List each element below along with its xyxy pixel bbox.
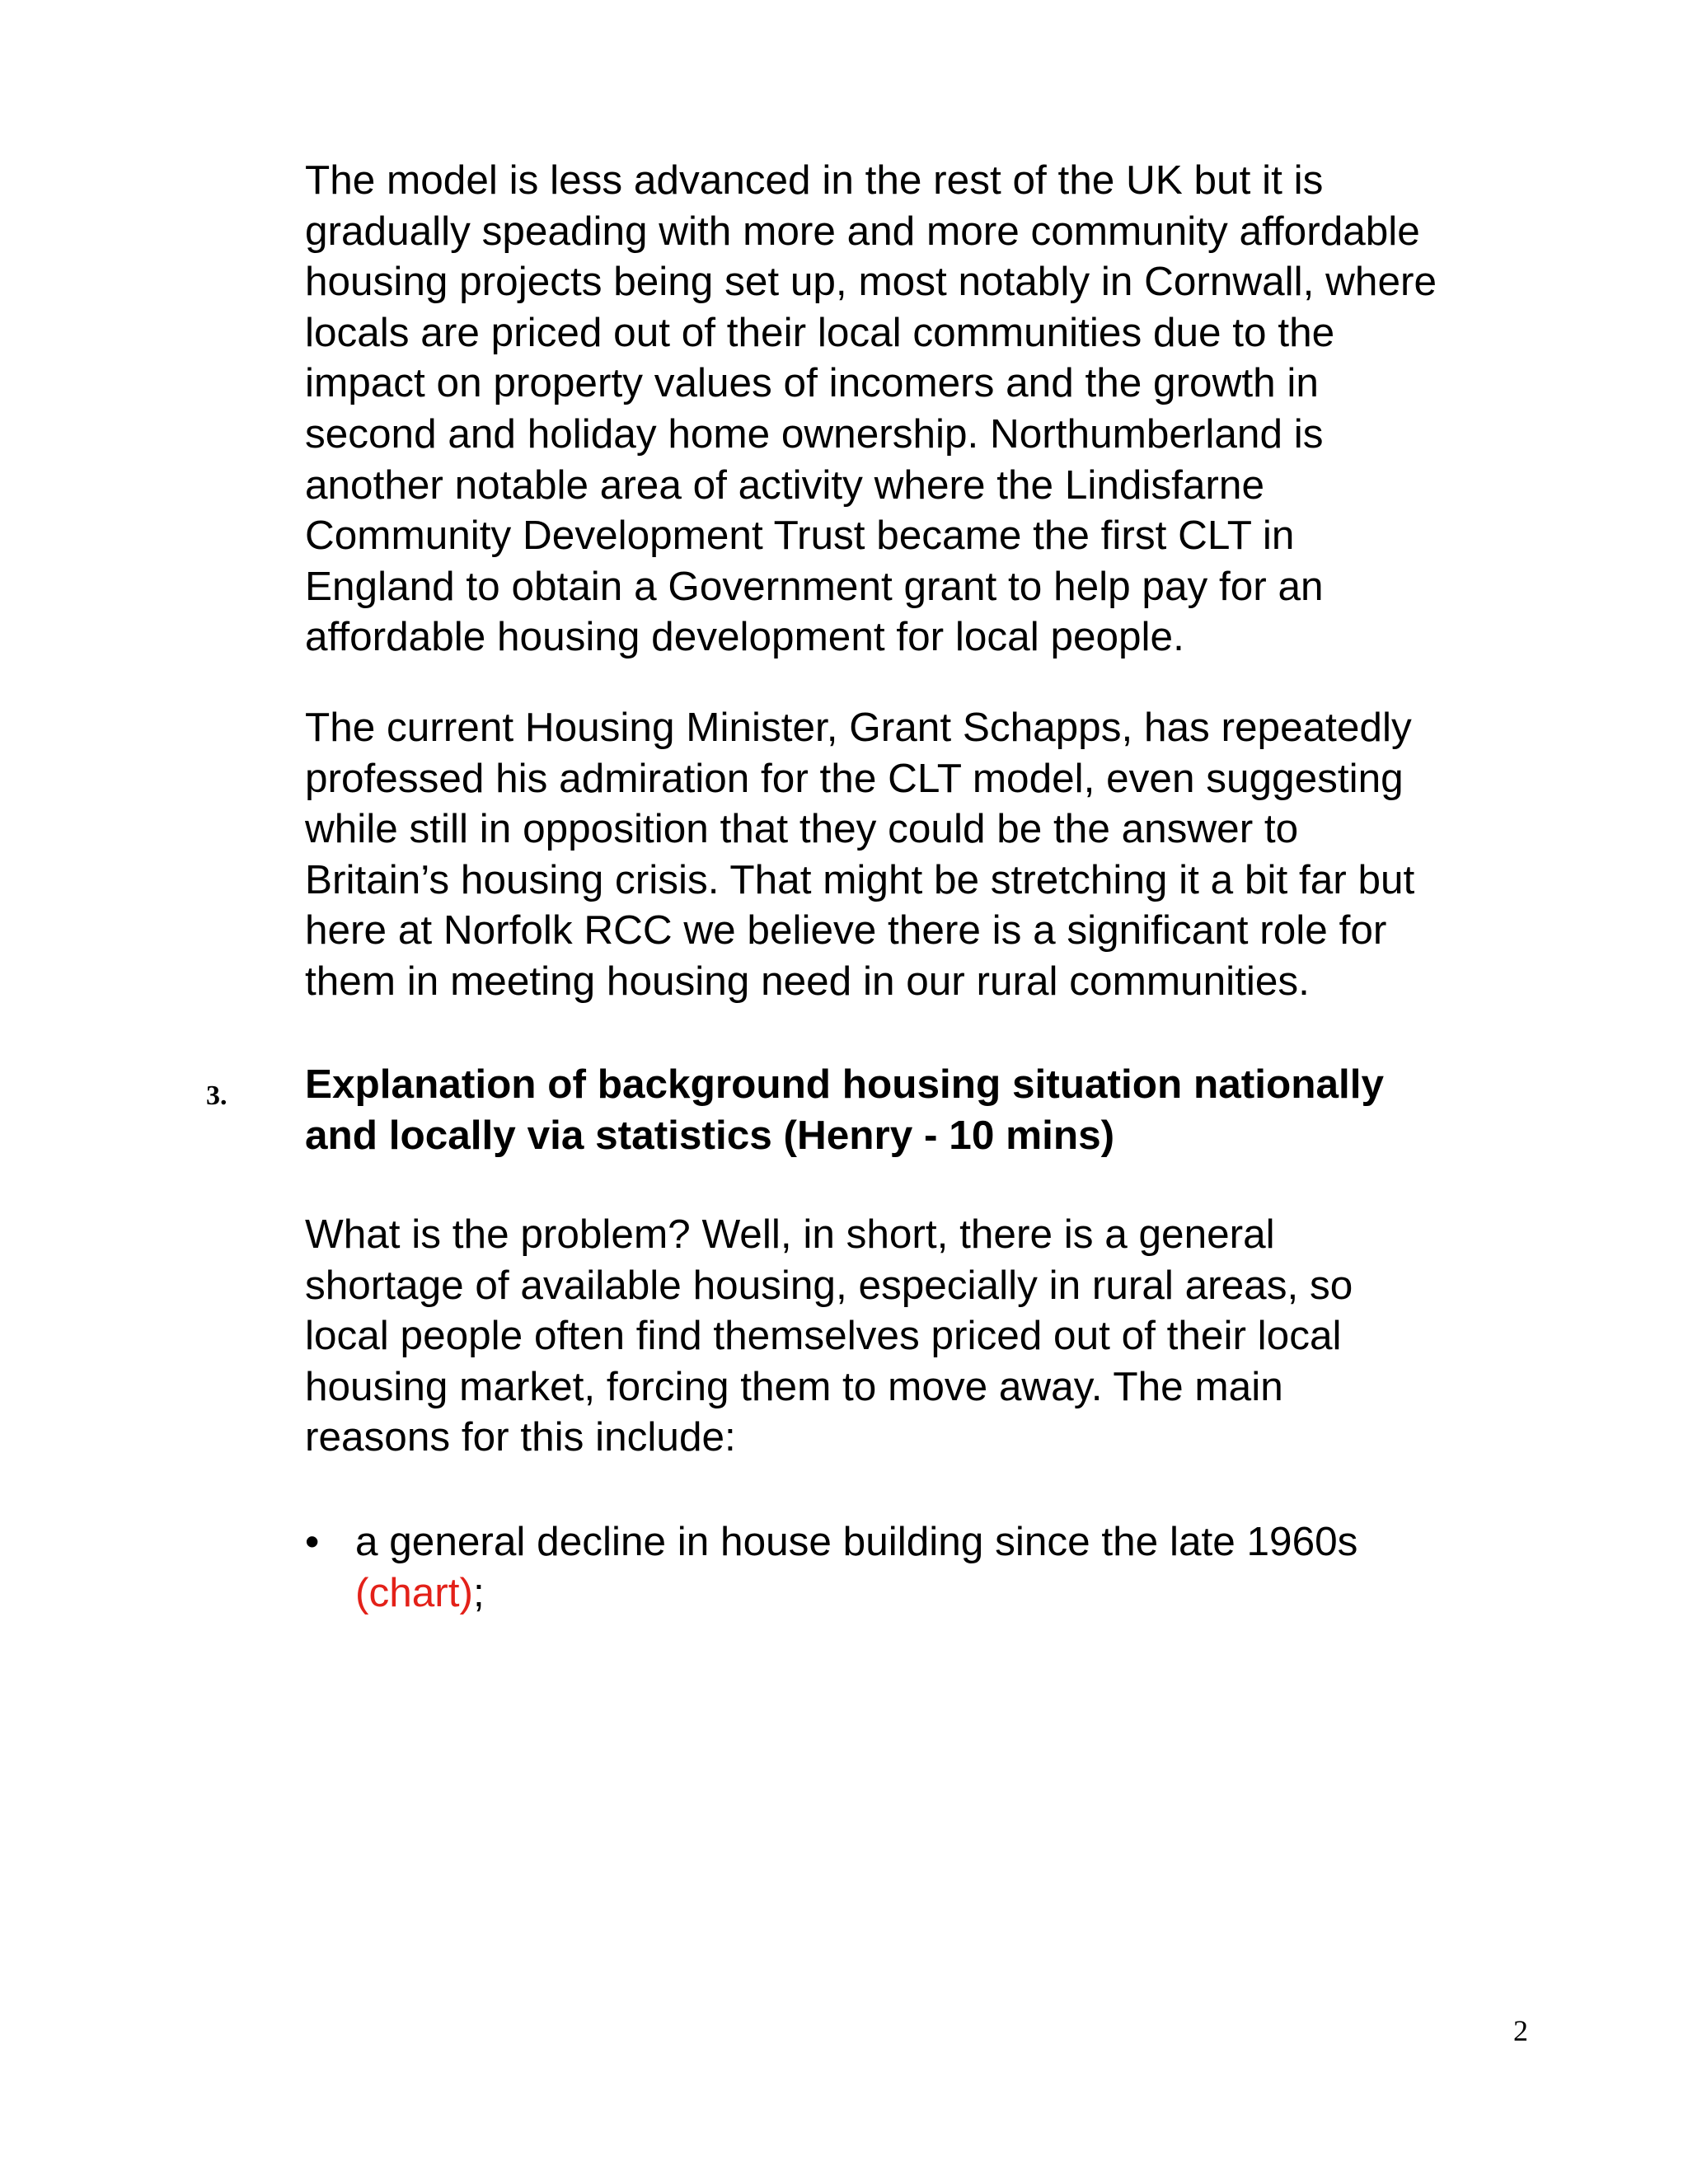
section-heading: Explanation of background housing situation nationally and locally via statistics (Henry - 10 mins) (305, 1062, 1385, 1158)
paragraph-clt-model-uk: The model is less advanced in the rest of the UK but it is gradually speading with more and more community affordable housing projects being set up, most notably in Cornwall, where locals are priced out of their local communities due to the impact on property values of incomers and the growth in second and holiday home ownership. Northumberland is another notable area of activity where the Lindisfarne Community Development Trust became the first CLT in England to obtain a Government grant to help pay for an affordable housing development for local people. (305, 157, 1437, 660)
paragraph-problem-intro: What is the problem? Well, in short, there is a general shortage of available housing, especially in rural areas, so local people often find themselves priced out of their local housing market, forcing them to move away. The main reasons for this include: (305, 1212, 1353, 1460)
bullet-text (355, 1516, 1558, 1618)
bullet-line-2 (355, 1568, 1558, 1619)
section-number: 3. (206, 1080, 227, 1111)
bullet-line-1: a general decline in house building since the late 1960s (355, 1519, 1358, 1564)
paragraph-housing-minister: The current Housing Minister, Grant Schapps, has repeatedly professed his admiration for the CLT model, even suggesting while still in opposition that they could be the answer to Britain’s housing crisis. That might be stretching it a bit far but here at Norfolk RCC we believe there is a significant role for them in meeting housing need in our rural communities. (305, 705, 1415, 1004)
bullet-icon: • (305, 1519, 320, 1564)
chart-link[interactable]: (chart) (355, 1569, 474, 1615)
page-number: 2 (1513, 2014, 1528, 2047)
bullet-suffix: ; (473, 1569, 485, 1615)
